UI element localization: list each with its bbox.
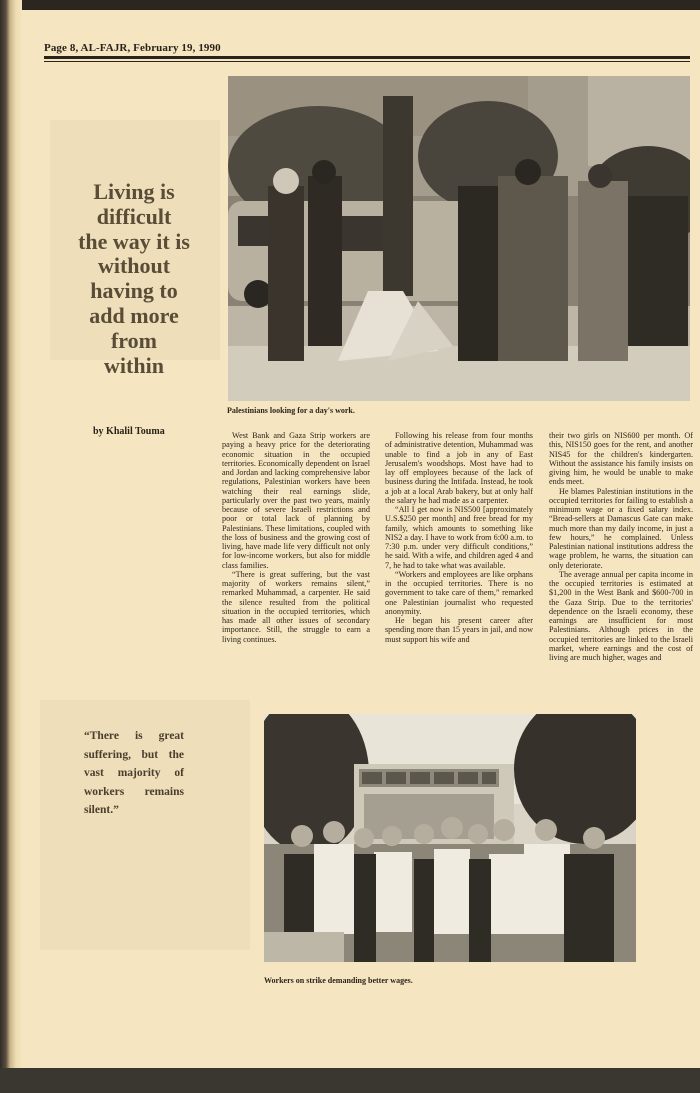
article-paragraph: “There is great suffering, but the vast majority of workers remains silent,” remarked Muhammad, a carpenter. He said the silence resulted from the political situation in the occupied territories, which has made all other issues of secondary importance. Still, the struggle to earn a living continues.: [222, 569, 370, 644]
header-rule: [44, 56, 690, 59]
photo-caption: Workers on strike demanding better wages.: [264, 976, 413, 985]
article-paragraph: “All I get now is NIS500 [approximately U.S.$250 per month] and free bread for my family, which amounts to something like NIS2 a day. I have to work from 6:00 a.m. to 7:30 p.m. under very difficult conditions,” he said. With a wife, and children aged 4 and 7, he had to take what was available.: [385, 505, 533, 570]
article-column-2: [385, 431, 533, 644]
article-column-1: [222, 431, 370, 644]
article-paragraph: He began his present career after spending more than 15 years in jail, and now must support his wife and: [385, 616, 533, 644]
headline-line: from: [110, 327, 158, 353]
pull-quote: “There is great suffering, but the vast majority of workers remains silent.”: [84, 730, 184, 816]
article-column-3: [549, 431, 693, 662]
byline: by Khalil Touma: [93, 426, 165, 437]
header-text: Page 8, AL-FAJR, February 19, 1990: [44, 42, 221, 54]
headline-line: without: [97, 253, 171, 279]
article-paragraph: Following his release from four months of administrative detention, Muhammad was unable to find a job in any of East Jerusalem's woodshops. Most have had to lay off employees because of the lack of business during the Intifada. Instead, he took a job at a local Arab bakery, but at only half the salary he had made as a carpenter.: [385, 431, 533, 505]
article-paragraph: The average annual per capita income in the occupied territories is estimated at $1,200 in the West Bank and $600-700 in the Gaza Strip. Due to the territories' dependence on the Israeli economy, these earnings are insufficient for most Palestinians. Although prices in the occupied territories are linked to the Israeli market, where earnings and the cost of living are much higher, wages and: [549, 569, 693, 662]
header-rule-thin: [44, 61, 690, 62]
photo-street-workers: [228, 76, 690, 401]
headline-line: the way it is: [78, 228, 190, 254]
article-paragraph: “Workers and employees are like orphans in the occupied territories. There is no government to take care of them,” remarked one Palestinian journalist who requested anonymity.: [385, 569, 533, 616]
article-paragraph: their two girls on NIS600 per month. Of this, NIS150 goes for the rent, and another NIS45 for the children's kindergarten. Without the assistance his family insists on giving him, he would be unable to make ends meet.: [549, 431, 693, 487]
headline-line: within: [104, 352, 164, 378]
article-paragraph: West Bank and Gaza Strip workers are paying a heavy price for the deteriorating economic situation in the occupied territories. Economically dependent on Israel and Jordan and lacking comprehensive labor regulations, Palestinian workers have been watching their real earnings slide, particularly over the past two years, mainly because of severe Israeli restrictions and poor or total lack of planning by Palestinians. These limitations, coupled with the loss of business and the growing cost of living, have made life very difficult not only for low-income workers, but also for middle class families.: [222, 431, 370, 570]
article-paragraph: He blames Palestinian institutions in the occupied territories for failing to establish a minimum wage or a fixed salary index. “Bread-sellers at Damascus Gate can make much more than my daily income, in just a few hours,” he complained. Unless Palestinian national institutions address the wage problem, he warns, the situation can only deteriorate.: [549, 486, 693, 570]
scan-frame-bottom: [0, 1068, 700, 1093]
headline-line: having to: [90, 278, 178, 304]
page-binding: [0, 0, 22, 1093]
photo-caption: Palestinians looking for a day's work.: [227, 406, 355, 415]
headline-line: Living is: [93, 179, 175, 204]
headline: [58, 180, 210, 378]
page-header: [44, 42, 690, 54]
photo-strike-workers: [264, 714, 636, 962]
headline-line: difficult: [96, 203, 172, 229]
headline-line: add more: [89, 302, 179, 328]
